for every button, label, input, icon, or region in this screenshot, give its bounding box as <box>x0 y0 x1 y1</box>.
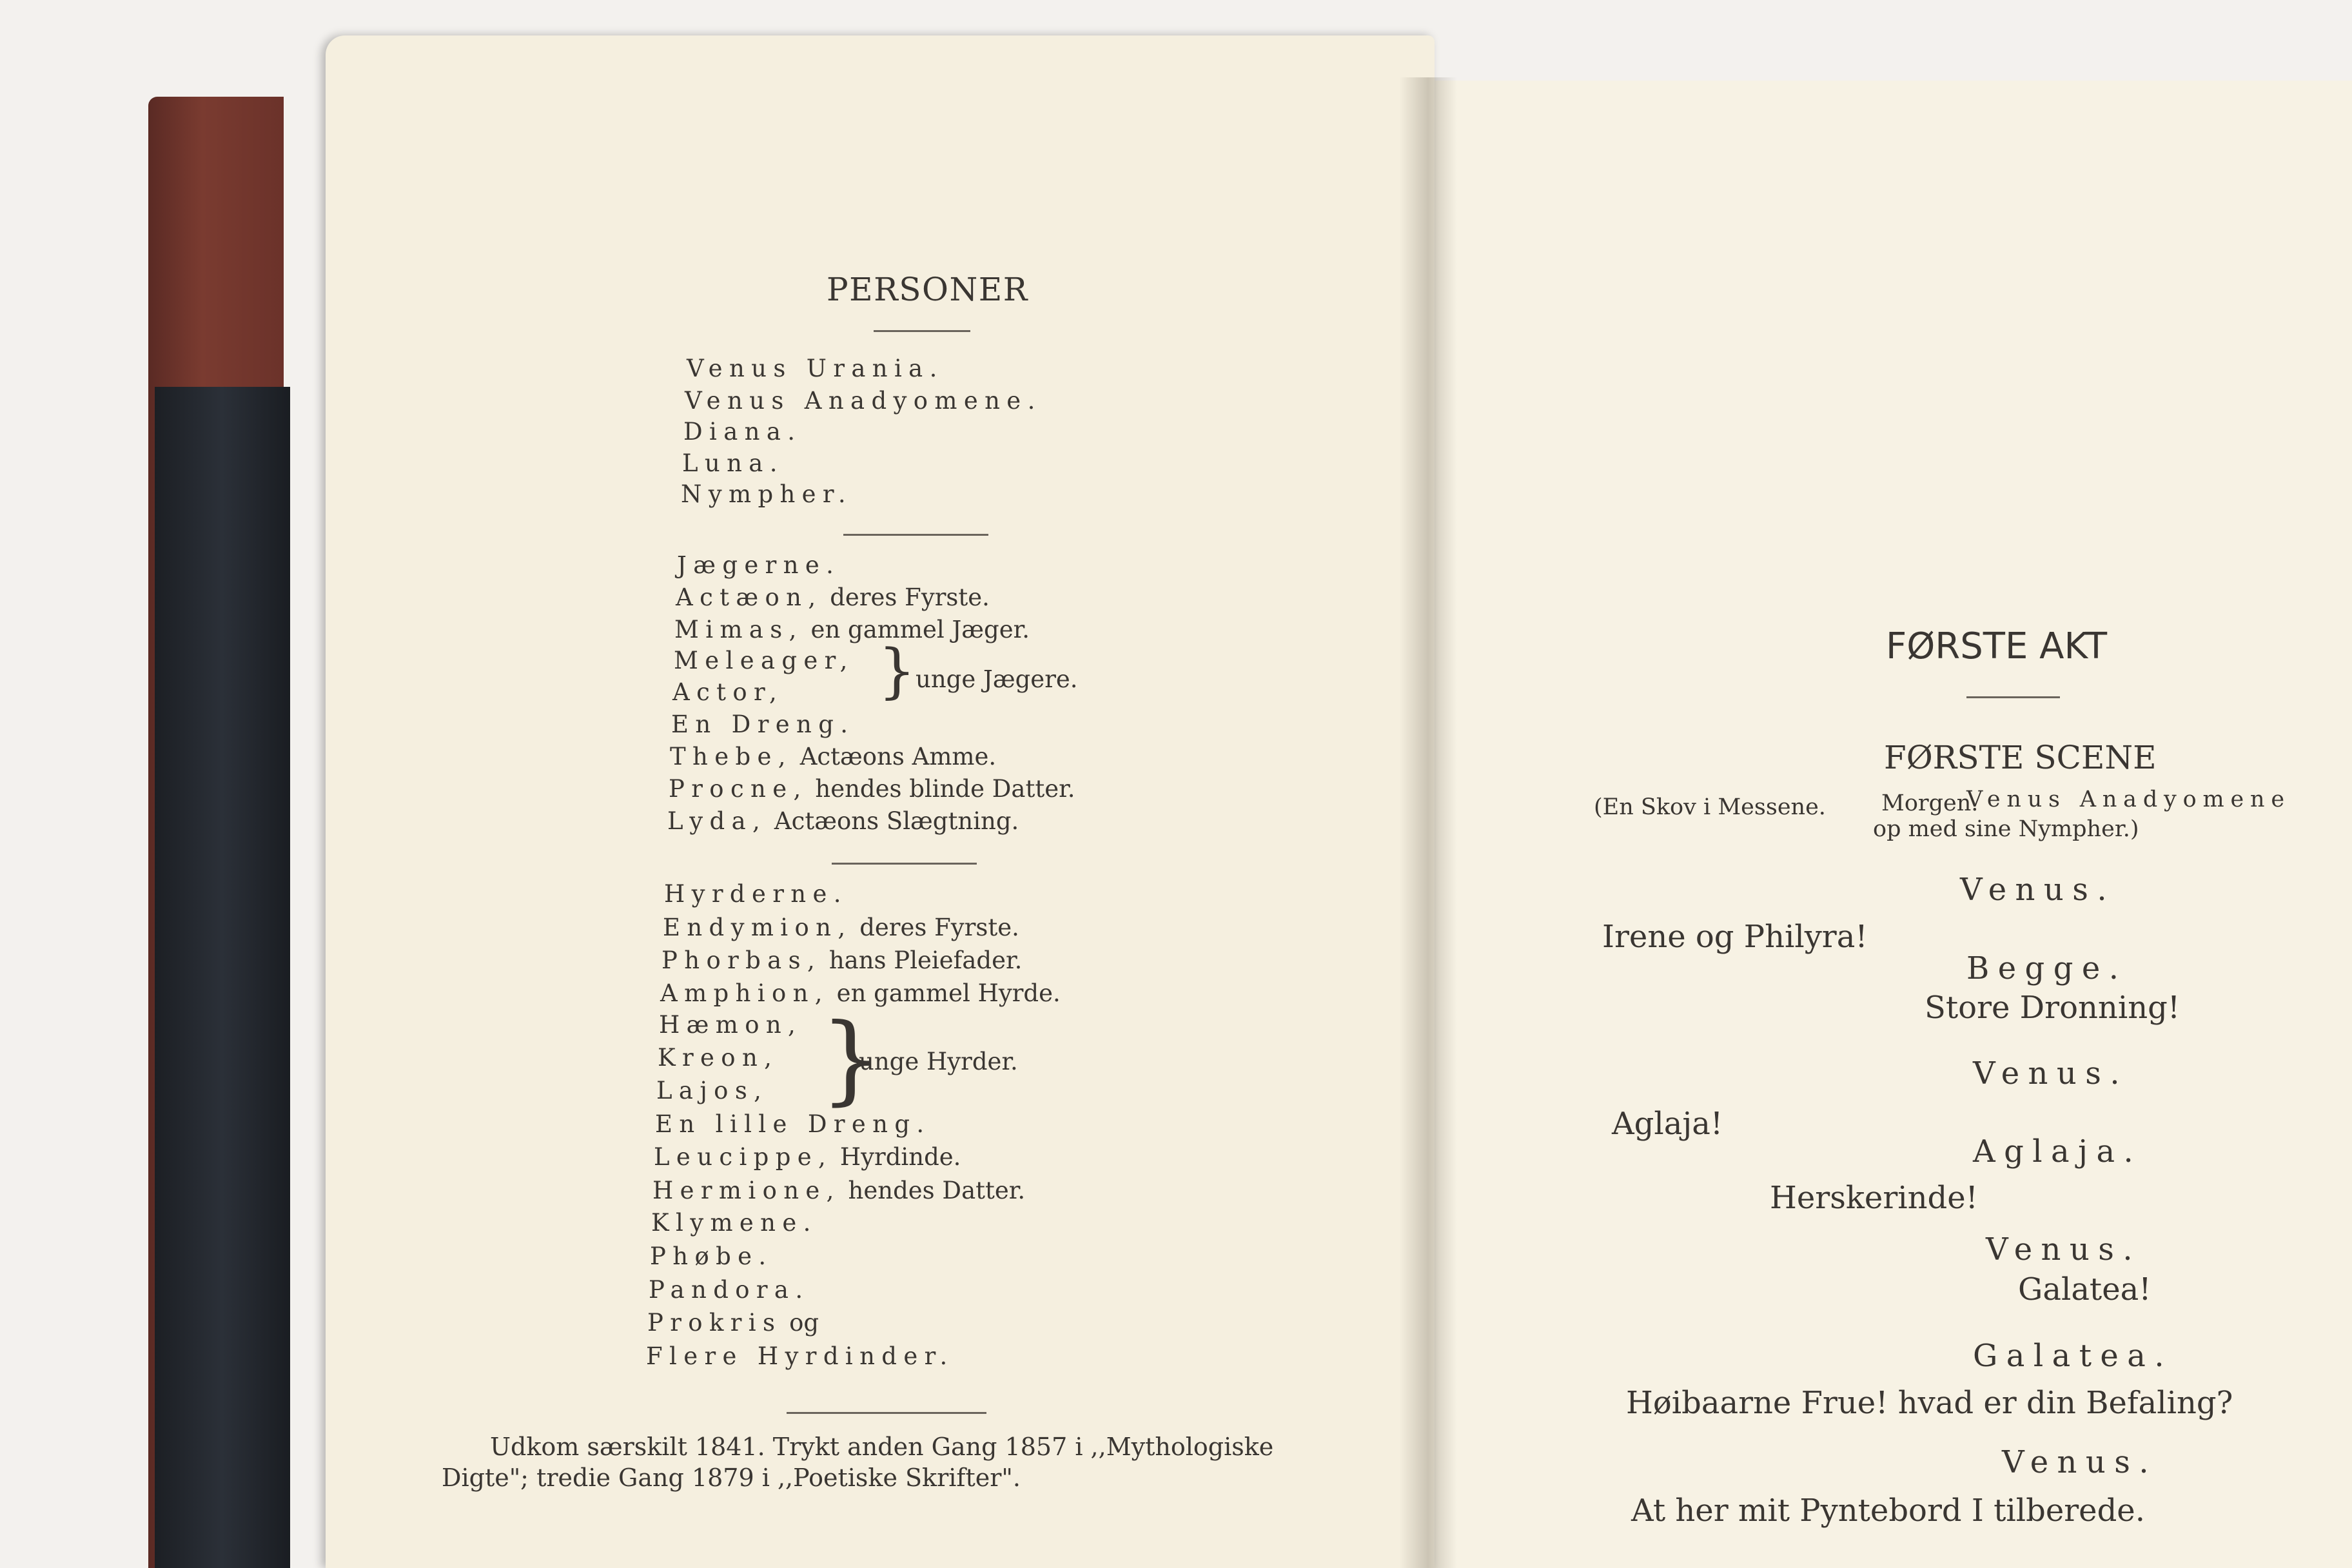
cast-entry: En Dreng. <box>671 710 855 738</box>
cast-entry: Hæmon, <box>659 1011 803 1039</box>
footnote: Digte"; tredie Gang 1879 i ,,Poetiske Skrifter". <box>442 1464 1021 1492</box>
cast-entry: Pandora. <box>649 1276 810 1304</box>
cast-entry: Venus Anadyomene. <box>685 387 1042 415</box>
cast-entry: Nympher. <box>681 480 853 508</box>
dialogue-line: Galatea! <box>2018 1271 2151 1308</box>
cast-entry: Venus Urania. <box>687 355 944 382</box>
cast-entry: Hermione, hendes Datter. <box>652 1177 1026 1204</box>
cast-entry: Endymion, deres Fyrste. <box>663 914 1019 941</box>
cast-entry: Prokris og <box>647 1309 819 1337</box>
cast-entry: Kreon, <box>658 1044 779 1072</box>
cast-entry: Diana. <box>683 418 802 446</box>
act-title: FØRSTE AKT <box>1886 625 2108 667</box>
cast-entry: Leucippe, Hyrdinde. <box>654 1143 961 1171</box>
dialogue-line: At her mit Pyntebord I tilberede. <box>1631 1493 2145 1529</box>
cast-entry: Amphion, en gammel Hyrde. <box>660 979 1061 1007</box>
footnote: Udkom særskilt 1841. Trykt anden Gang 1857 i ,,Mythologiske <box>490 1433 1274 1461</box>
group-label: unge Hyrder. <box>859 1048 1018 1075</box>
cast-entry: Actæon, deres Fyrste. <box>676 583 990 611</box>
cast-entry: Klymene. <box>651 1209 818 1237</box>
cast-entry: Lyda, Actæons Slægtning. <box>667 807 1019 835</box>
dialogue-line: Irene og Philyra! <box>1602 919 1868 955</box>
cast-entry: Lajos, <box>656 1077 769 1104</box>
cast-entry: En lille Dreng. <box>655 1110 931 1138</box>
stage-direction: Venus Anadyomene <box>1966 787 2291 812</box>
cast-entry: Luna. <box>682 449 784 477</box>
stage-direction: op med sine Nympher.) <box>1873 816 2139 842</box>
speaker: Aglaja. <box>1973 1133 2142 1170</box>
divider <box>1966 696 2060 698</box>
brace-icon: } <box>820 1003 882 1115</box>
dialogue-line: Aglaja! <box>1612 1106 1723 1142</box>
divider <box>787 1412 986 1414</box>
scene-title: FØRSTE SCENE <box>1884 739 2157 776</box>
cast-heading: PERSONER <box>827 271 1028 308</box>
book-gutter <box>1399 77 1457 1568</box>
stage-direction: (En Skov i Messene. <box>1594 794 1826 820</box>
brace-icon: } <box>878 636 916 705</box>
cast-entry: Thebe, Actæons Amme. <box>670 743 997 770</box>
dialogue-line: Høibaarne Frue! hvad er din Befaling? <box>1626 1385 2233 1421</box>
cast-entry: Hyrderne. <box>664 880 848 908</box>
cast-entry: Phorbas, hans Pleiefader. <box>662 946 1023 974</box>
speaker: Galatea. <box>1973 1338 2173 1374</box>
speaker: Venus. <box>2002 1444 2158 1480</box>
speaker: Venus. <box>1986 1231 2142 1268</box>
speaker: Venus. <box>1973 1055 2129 1092</box>
dialogue-line: Herskerinde! <box>1770 1180 1978 1216</box>
cast-entry: Actor, <box>672 678 784 706</box>
divider <box>832 863 977 865</box>
divider <box>843 534 988 536</box>
stage-direction: Morgen. <box>1881 790 1979 816</box>
cast-entry: Procne, hendes blinde Datter. <box>669 775 1075 803</box>
speaker: Begge. <box>1966 950 2128 986</box>
cast-entry: Meleager, <box>674 647 854 674</box>
cast-entry: Mimas, en gammel Jæger. <box>674 616 1030 643</box>
book-spine <box>155 387 290 1568</box>
group-label: unge Jægere. <box>916 665 1078 693</box>
divider <box>874 330 970 332</box>
cast-entry: Flere Hyrdinder. <box>646 1342 954 1370</box>
dialogue-line: Store Dronning! <box>1925 990 2180 1026</box>
cast-entry: Phøbe. <box>650 1242 773 1270</box>
speaker: Venus. <box>1960 872 2116 908</box>
cast-entry: Jægerne. <box>677 551 841 579</box>
